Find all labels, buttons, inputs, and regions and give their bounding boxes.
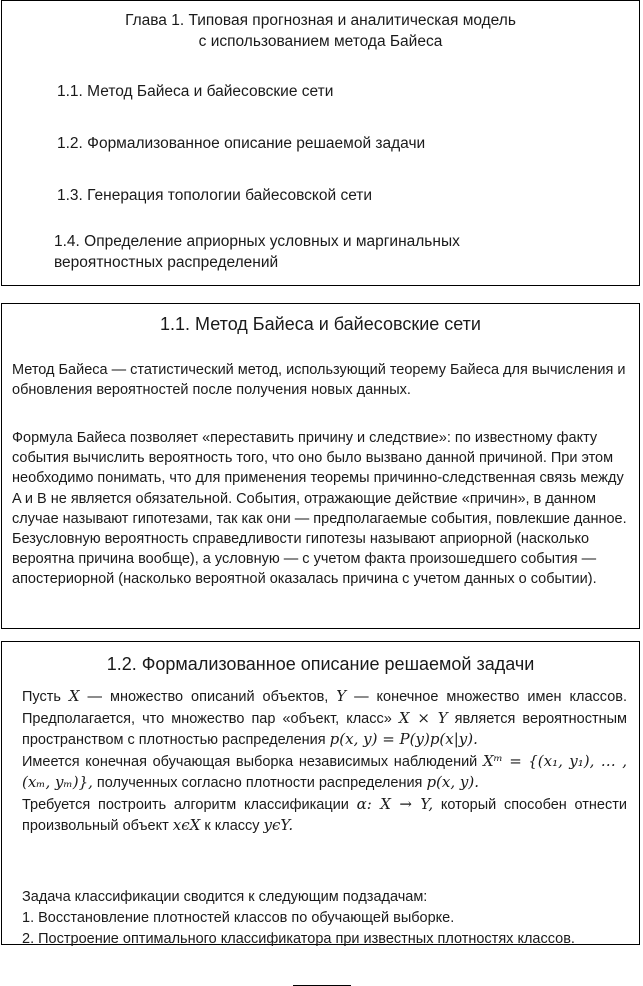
math-pxy: p(x, y). [426,773,479,791]
math-sample: Xᵐ = {(x₁, y₁), … , (xₘ, yₘ)}, [22,751,627,791]
bayes-formula-paragraph: Формула Байеса позволяет «переставить причину и следствие»: по известному факту события вычислить вероятность того, что оно было вызвано данной причиной. При этом необходимо понимать, что для применения теоремы причинно-следственная связь между A и B не является обязательной. События, отражающие действие «причин», в данном случае называют гипотезами, так как они — предполагаемые события, повлекшие данное. Безусловную вероятность справедливости гипотезы называют априорной (насколько вероятна причина вообще), а условную — с учетом факта произошедшего события — апостериорной (насколько вероятной оказалась причина с учетом данных о событии). [12,430,627,588]
subtask-1: 1. Восстановление плотностей классов по обучающей выборке. [22,910,455,926]
text-run: Пусть [22,689,69,705]
math-y-in-Y: yϵY. [263,816,294,834]
slide-heading: 1.1. Метод Байеса и байесовские сети [160,314,481,334]
subtask-2: 2. Построение оптимального классификатора при известных плотностях классов. [22,931,575,947]
text-run: к классу [200,818,264,834]
slide-heading: 1.2. Формализованное описание решаемой задачи [106,654,535,674]
toc-item-1-4: 1.4. Определение априорных условных и маргинальных вероятностных распределений [54,233,460,271]
math-XxY: X × Y [398,708,448,727]
toc-item-1-3: 1.3. Генерация топологии байесовской сети [57,187,373,204]
bayes-definition-paragraph: Метод Байеса — статистический метод, использующий теорему Байеса для вычисления и обновления вероятностей после получения новых данных. [12,362,626,399]
slide-task-description [1,641,640,945]
math-density: p(x, y) = P(y)p(x|y). [329,730,478,748]
chapter-title-line1: Глава 1. Типовая прогнозная и аналитическая модель [125,12,516,29]
slide-bayes-method [1,303,640,629]
subtasks-intro: Задача классификации сводится к следующим подзадачам: [22,889,428,905]
text-run: полученных согласно плотности распределения [92,775,427,791]
chapter-title [2,10,639,52]
task-formal-paragraph [22,686,627,837]
text-run: Имеется конечная обучающая выборка независимых наблюдений [22,753,483,770]
math-algorithm: α: X → Y, [356,794,434,813]
toc-item-1-1: 1.1. Метод Байеса и байесовские сети [57,83,334,100]
chapter-title-line2: с использованием метода Байеса [198,33,443,50]
text-run: — множество описаний объектов, [79,689,337,705]
math-X: X [68,687,80,705]
toc-item-1-2: 1.2. Формализованное описание решаемой задачи [57,135,426,152]
text-run: который способен отнести произвольный объект [22,796,627,834]
text-run: является вероятностным пространством с плотностью распределения [22,710,628,748]
text-run: — конечное множество имен классов. Предполагается, что множество пар «объект, класс» [22,689,627,727]
slide-toc [1,0,640,286]
math-Y: Y [336,687,347,705]
text-run: Требуется построить алгоритм классификации [22,796,357,813]
math-x-in-X: xϵX [172,816,201,834]
